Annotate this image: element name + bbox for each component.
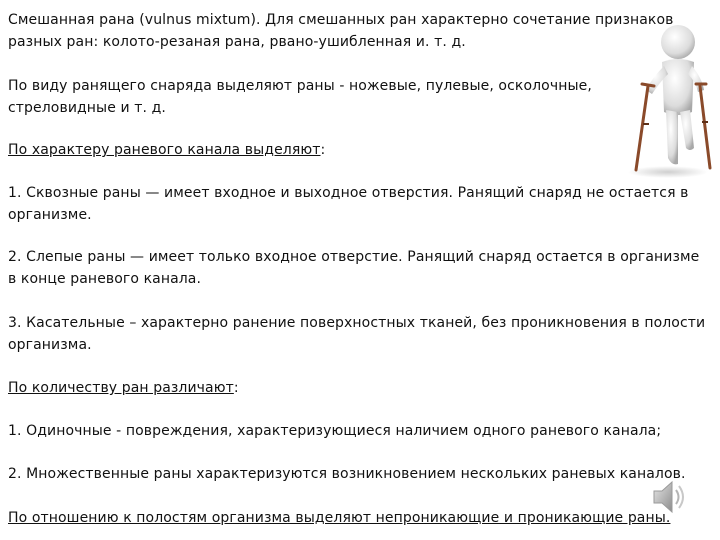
text-mixed-wound-desc-2: разных ран: колото-резаная рана, рвано-ушибленная и. т. д. [8,34,466,50]
heading-wound-count-text: По количеству ран различают [8,380,234,396]
heading-wound-channel [8,139,325,161]
paragraph-projectile-types [8,75,592,119]
heading-colon-2: : [233,380,239,396]
text-mixed-wound-desc: Для смешанных ран характерно сочетание признаков [260,12,674,28]
paragraph-through-wounds [8,182,689,226]
paragraph-tangential-wounds [8,312,705,356]
heading-wound-count [8,377,239,399]
text-single-wounds: 1. Одиночные - повреждения, характеризующиеся наличием одного раневого канала; [8,423,662,439]
heading-colon: : [320,142,326,158]
heading-wound-channel-text: По характеру раневого канала выделяют [8,142,321,158]
text-through-line2: организме. [8,207,92,223]
text-projectile-line2: стреловидные и т. д. [8,100,166,116]
term-mixed-wound: Смешанная рана (vulnus mixtum). [8,12,261,28]
paragraph-blind-wounds [8,246,699,290]
text-blind-line1: 2. Слепые раны — имеет только входное отверстие. Ранящий снаряд остается в организме [8,249,700,265]
text-blind-line2: в конце раневого канала. [8,271,202,287]
text-through-line1: 1. Сквозные раны — имеет входное и выходное отверстия. Ранящий снаряд не остается в [8,185,689,201]
text-multiple-wounds: 2. Множественные раны характеризуются возникновением нескольких раневых каналов. [8,466,686,482]
text-tangential-line1: 3. Касательные – характерно ранение поверхностных тканей, без проникновения в полости [8,315,706,331]
paragraph-multiple-wounds [8,463,686,485]
paragraph-single-wounds [8,420,661,442]
text-body-cavities: По отношению к полостям организма выделяют непроникающие и проникающие раны. [8,510,671,526]
paragraph-mixed-wound [8,9,674,53]
paragraph-body-cavities [8,507,670,529]
text-tangential-line2: организма. [8,337,92,353]
text-projectile-line1: По виду ранящего снаряда выделяют раны - ножевые, пулевые, осколочные, [8,78,592,94]
speaker-icon[interactable] [652,478,686,516]
person-with-crutches-icon [618,20,718,180]
